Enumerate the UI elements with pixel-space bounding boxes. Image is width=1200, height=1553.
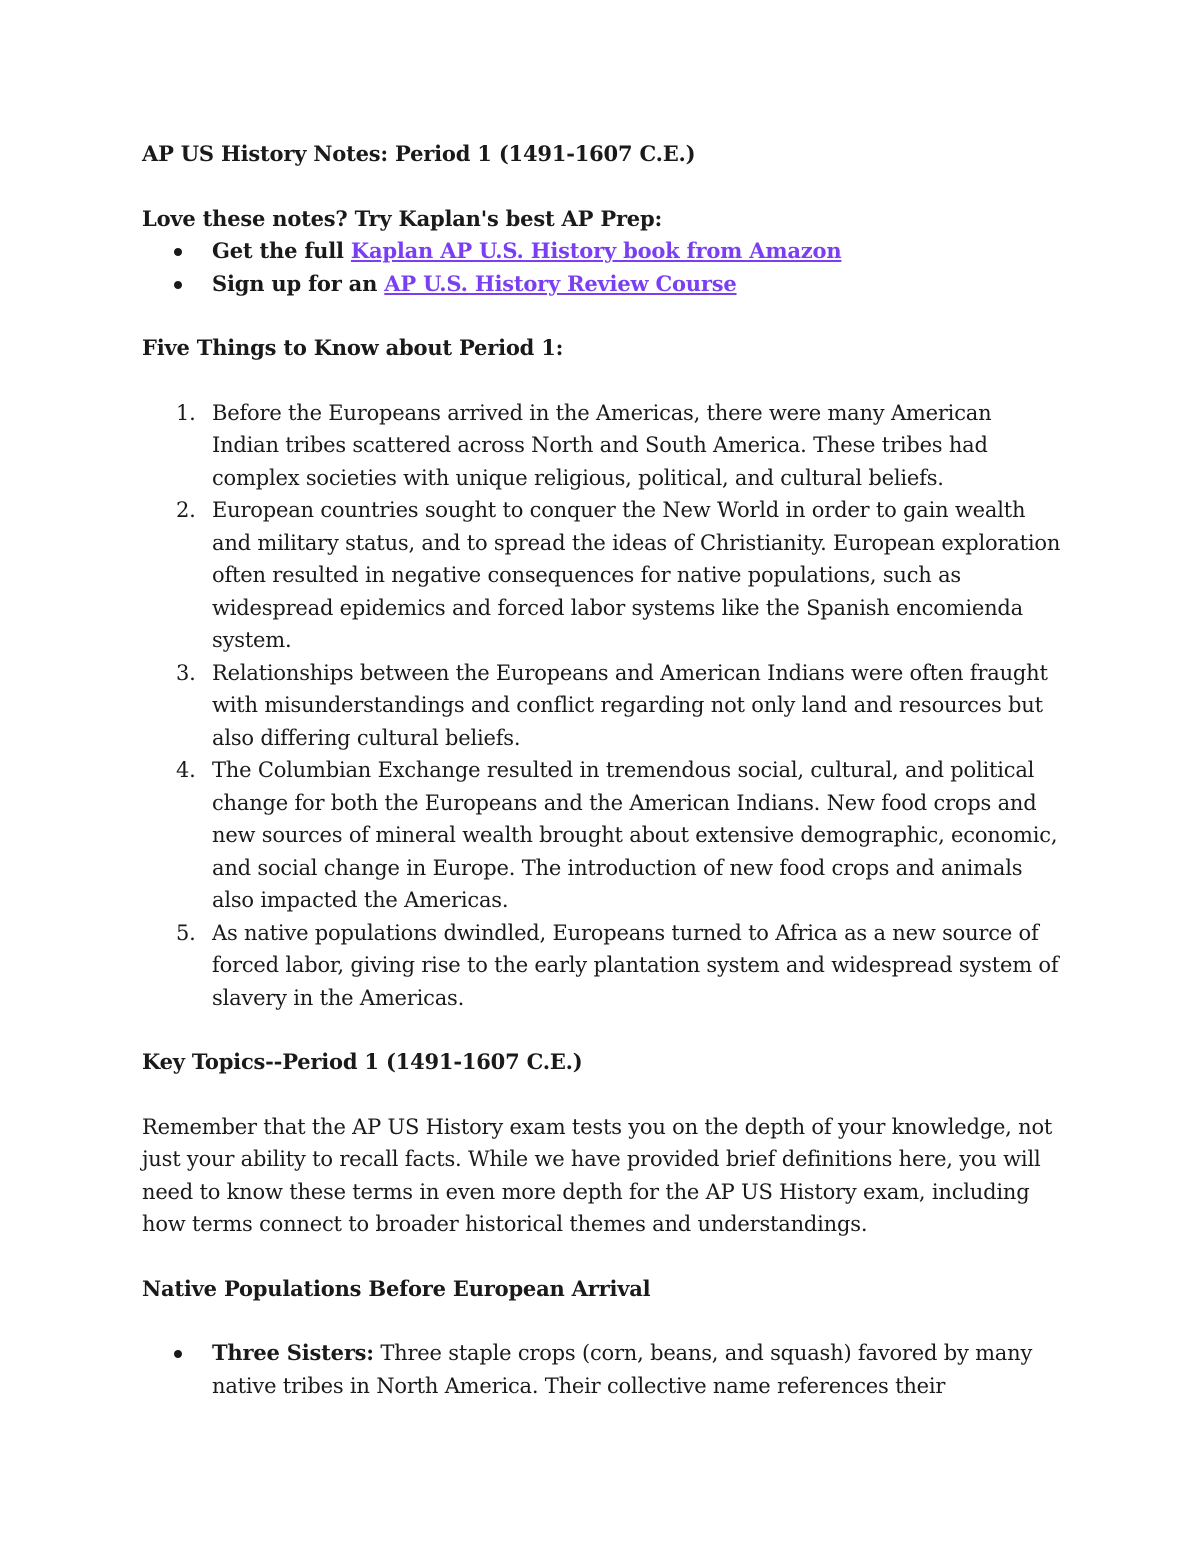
document-title: AP US History Notes: Period 1 (1491-1607 C.E.) xyxy=(142,141,696,166)
terms-list xyxy=(142,1337,1062,1402)
list-item xyxy=(142,397,1062,495)
term-definition: Three staple crops (corn, beans, and squash) favored by many native tribes in North America. Their collective name references their xyxy=(212,1341,1033,1398)
list-item-number: 3. xyxy=(176,660,196,685)
list-item-text: Before the Europeans arrived in the Americas, there were many American Indian tribes scattered across North and South America. These tribes had complex societies with unique religious, political, and cultural beliefs. xyxy=(212,400,992,490)
native-populations-heading: Native Populations Before European Arrival xyxy=(142,1275,651,1301)
document-page xyxy=(142,138,1062,1402)
term-item xyxy=(142,1337,1062,1402)
term-name: Three Sisters: xyxy=(212,1340,374,1365)
list-item-number: 4. xyxy=(176,758,196,782)
promo-item-course xyxy=(142,268,1062,301)
list-item-text: Relationships between the Europeans and American Indians were often fraught with misunderstandings and conflict regarding not only land and resources but also differing cultural beliefs. xyxy=(212,660,1048,750)
list-item-number: 1. xyxy=(176,400,196,425)
key-topics-intro: Remember that the AP US History exam tests you on the depth of your knowledge, not just your ability to recall facts. While we have provided brief definitions here, you will need to know these terms in even more depth for the AP US History exam, including how terms connect to broader historical themes and understandings. xyxy=(142,1114,1053,1236)
review-course-link[interactable]: AP U.S. History Review Course xyxy=(384,270,737,296)
promo-item-prefix: Sign up for an xyxy=(212,270,385,296)
list-item-number: 5. xyxy=(176,920,196,945)
promo-item-prefix: Get the full xyxy=(212,238,351,263)
key-topics-heading: Key Topics--Period 1 (1491-1607 C.E.) xyxy=(142,1049,583,1074)
list-item xyxy=(142,494,1062,657)
promo-list xyxy=(142,235,1062,300)
list-item-text: The Columbian Exchange resulted in tremendous social, cultural, and political change for both the Europeans and the American Indians. New food crops and new sources of mineral wealth brought about extensive demographic, economic, and social change in Europe. The introduction of new food crops and animals also impacted the Americas. xyxy=(212,758,1058,912)
list-item-text: As native populations dwindled, Europeans turned to Africa as a new source of forced labor, giving rise to the early plantation system and widespread system of slavery in the Americas. xyxy=(212,920,1059,1010)
five-things-list xyxy=(142,397,1062,1015)
promo-heading: Love these notes? Try Kaplan's best AP Prep: xyxy=(142,205,663,231)
list-item xyxy=(142,754,1062,917)
kaplan-book-link[interactable]: Kaplan AP U.S. History book from Amazon xyxy=(350,238,842,263)
list-item-text: European countries sought to conquer the New World in order to gain wealth and military status, and to spread the ideas of Christianity. European exploration often resulted in negative consequences for native populations, such as widespread epidemics and forced labor systems like the Spanish encomienda system. xyxy=(212,498,1061,652)
list-item xyxy=(142,657,1062,755)
five-things-heading: Five Things to Know about Period 1: xyxy=(142,335,564,360)
list-item-number: 2. xyxy=(176,498,196,522)
promo-item-book xyxy=(142,235,1062,268)
list-item xyxy=(142,917,1062,1015)
